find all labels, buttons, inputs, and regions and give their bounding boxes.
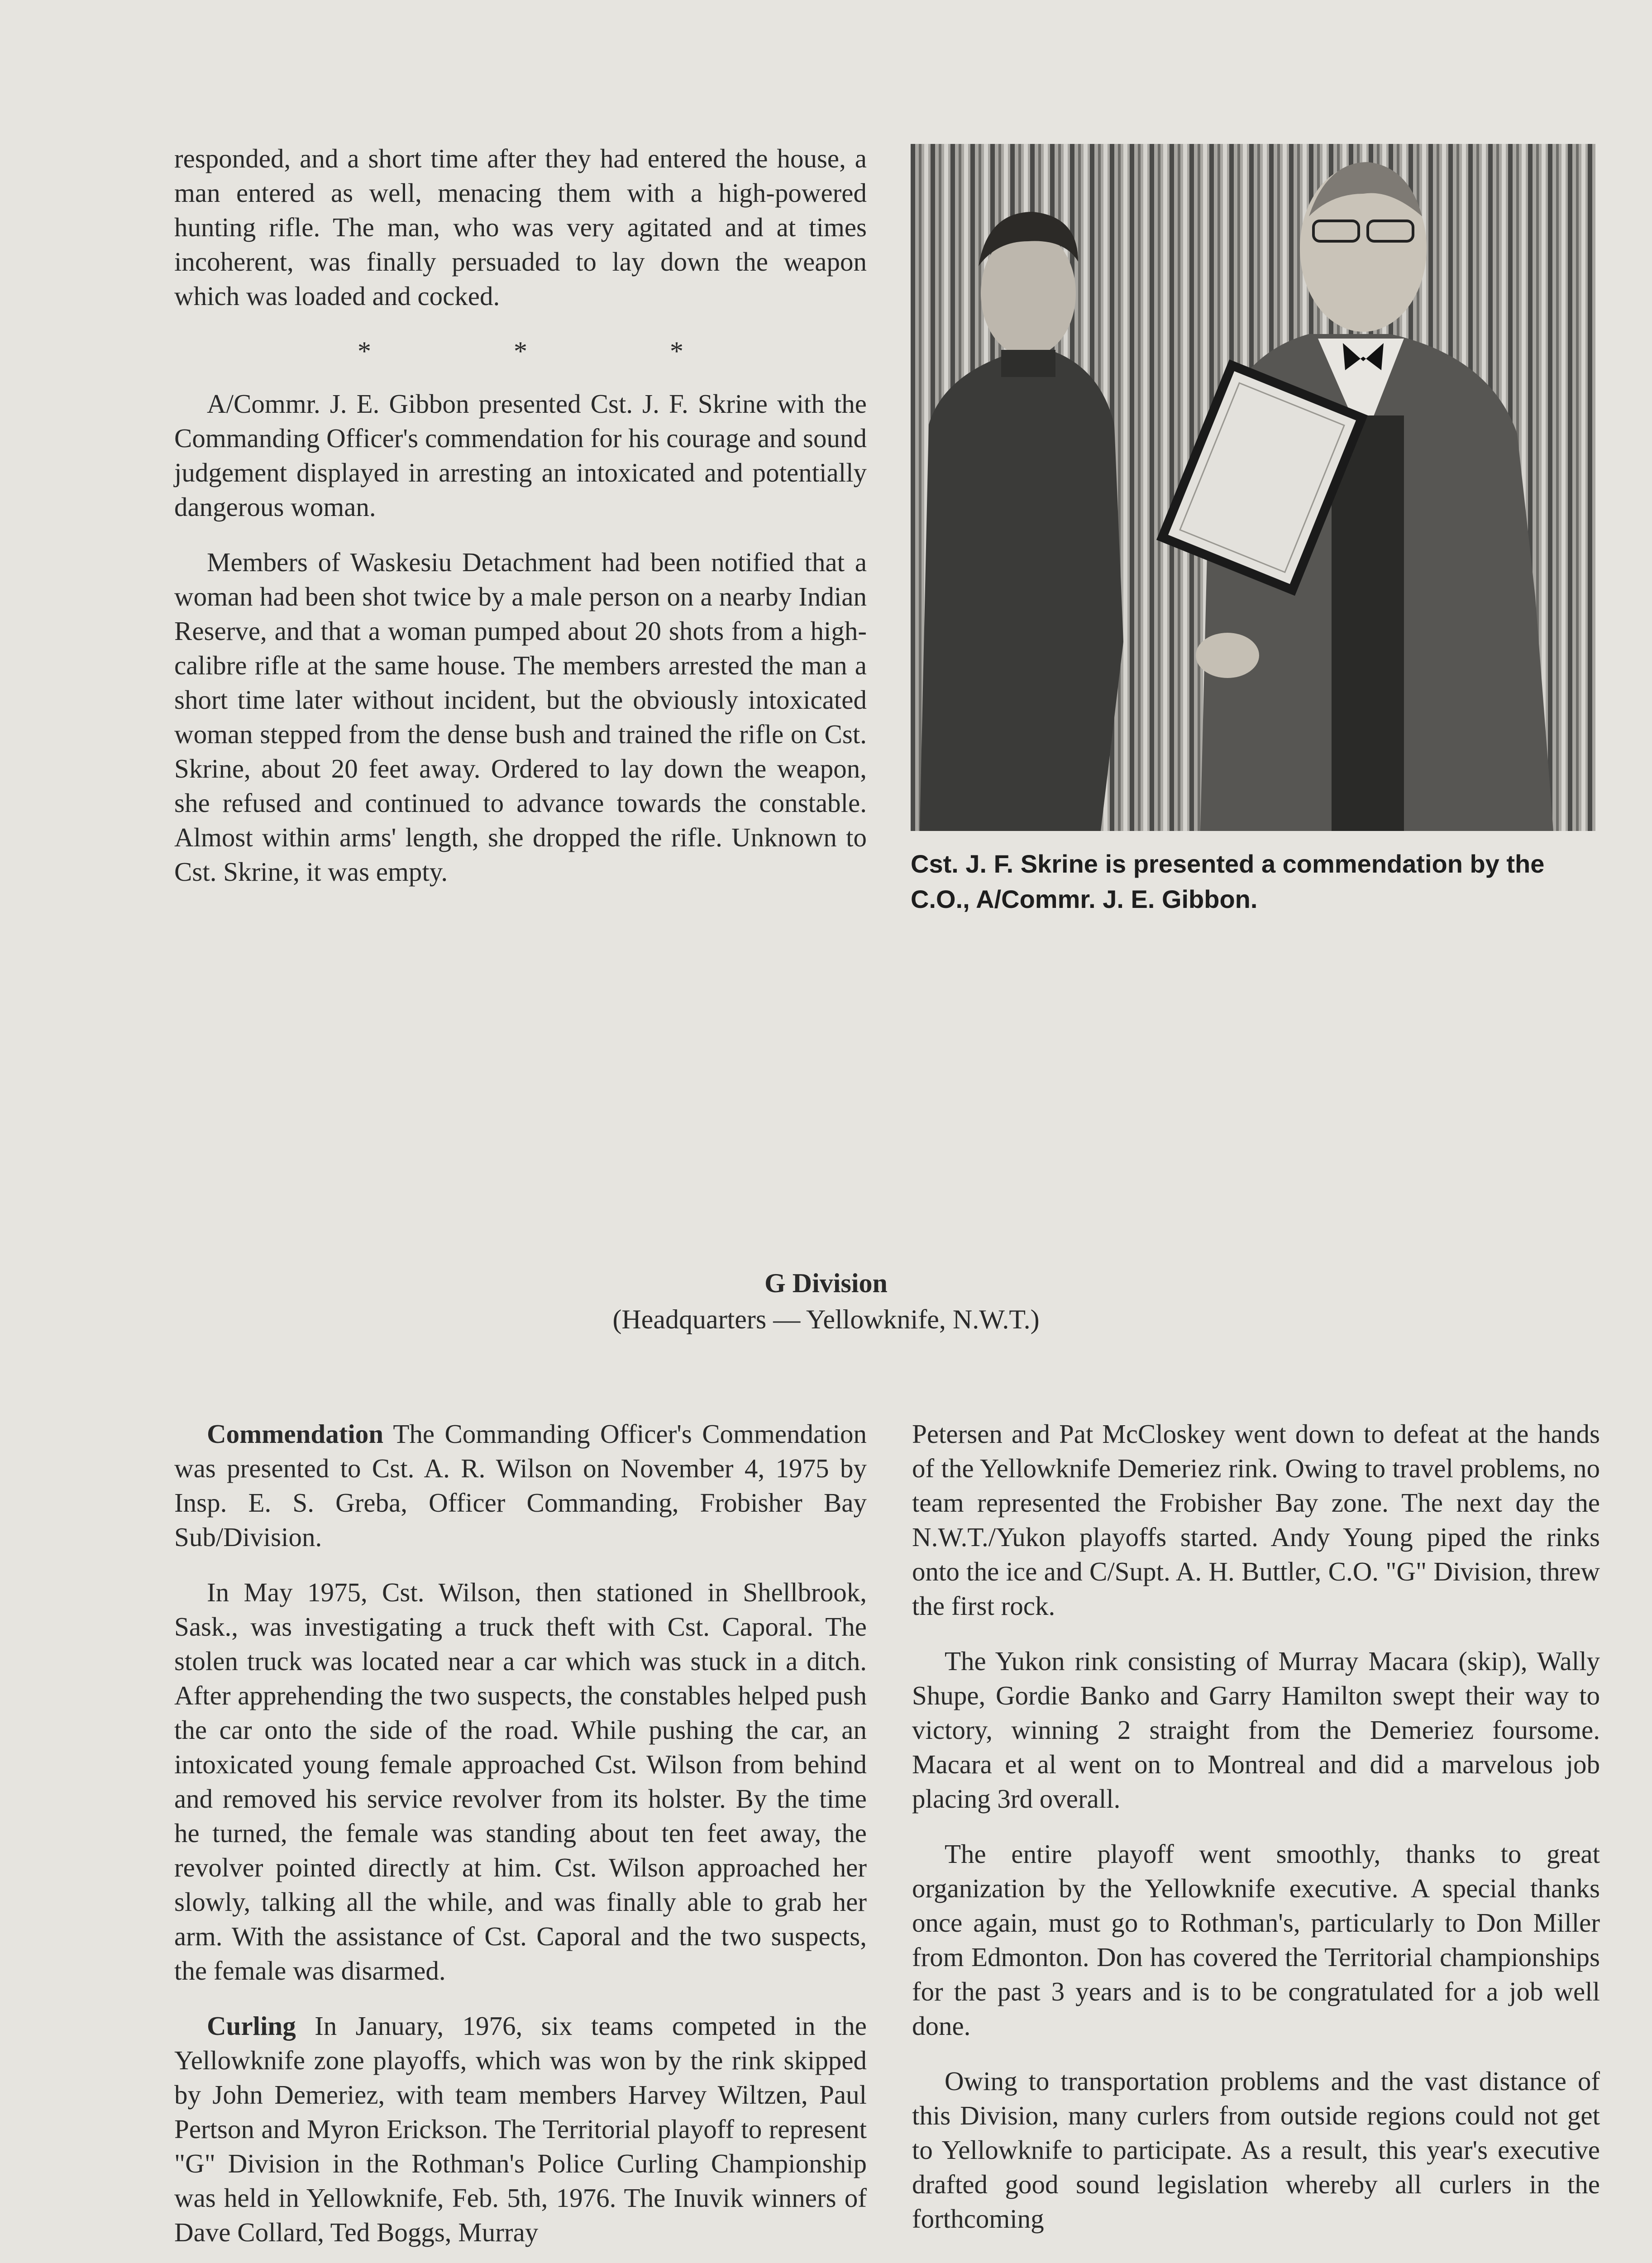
section-separator: * * * bbox=[358, 336, 751, 366]
paragraph bbox=[174, 2009, 867, 2249]
bottom-right-column bbox=[912, 1417, 1600, 2257]
paragraph: Petersen and Pat McCloskey went down to defeat at the hands of the Yellowknife Demeriez rink. Owing to travel problems, no team represented the Frobisher Bay zone. The next day the N.W.T./Yukon playoffs started. Andy Young piped the rinks onto the ice and C/Supt. A. H. Buttler, C.O. "G" Division, threw the first rock. bbox=[912, 1419, 1600, 1621]
section-lead: Commendation bbox=[207, 1419, 384, 1449]
paragraph: The Yukon rink consisting of Murray Macara (skip), Wally Shupe, Gordie Banko and Garry Hamilton swept their way to victory, winning 2 straight from the Demeriez foursome. Macara et al went on to Montreal and did a marvelous job placing 3rd overall. bbox=[912, 1646, 1600, 1814]
top-left-column bbox=[174, 141, 867, 910]
paragraph: The entire playoff went smoothly, thanks to great organization by the Yellowknife executive. A special thanks once again, must go to Rothman's, particularly to Don Miller from Edmonton. Don has covered the Territorial championships for the past 3 years and is to be congratulated for a job well done. bbox=[912, 1839, 1600, 2041]
division-title: G Division bbox=[764, 1268, 888, 1298]
section-lead: Curling bbox=[207, 2011, 296, 2041]
bottom-left-column bbox=[174, 1417, 867, 2263]
division-subtitle: (Headquarters — Yellowknife, N.W.T.) bbox=[612, 1304, 1040, 1334]
commendation-photo bbox=[911, 144, 1595, 831]
paragraph: Owing to transportation problems and the vast distance of this Division, many curlers from outside regions could not get to Yellowknife to participate. As a result, this year's executive drafted good sound legislation whereby all curlers in the forthcoming bbox=[912, 2066, 1600, 2234]
photo-caption: Cst. J. F. Skrine is presented a commendation by the C.O., A/Commr. J. E. Gibbon. bbox=[911, 850, 1545, 913]
paragraph: Members of Waskesiu Detachment had been notified that a woman had been shot twice by a male person on a nearby Indian Reserve, and that a woman pumped about 20 shots from a high-calibre rifle at the same house. The members arrested the man a short time later without incident, but the obviously intoxicated woman stepped from the dense bush and trained the rifle on Cst. Skrine, about 20 feet away. Ordered to lay down the weapon, she refused and continued to advance towards the constable. Almost within arms' length, she dropped the rifle. Unknown to Cst. Skrine, it was empty. bbox=[174, 547, 867, 887]
paragraph: responded, and a short time after they had entered the house, a man entered as well, menacing them with a high-powered hunting rifle. The man, who was very agitated and at times incoherent, was finally persuaded to lay down the weapon which was loaded and cocked. bbox=[174, 143, 867, 311]
division-heading bbox=[0, 1265, 1652, 1337]
paragraph: A/Commr. J. E. Gibbon presented Cst. J. F. Skrine with the Commanding Officer's commendation for his courage and sound judgement displayed in arresting an intoxicated and potentially dangerous woman. bbox=[174, 389, 867, 522]
paragraph bbox=[174, 1417, 867, 1554]
paragraph: In May 1975, Cst. Wilson, then stationed in Shellbrook, Sask., was investigating a truck theft with Cst. Caporal. The stolen truck was located near a car which was stuck in a ditch. After apprehending the two suspects, the constables helped push the car onto the side of the road. While pushing the car, an intoxicated young female approached Cst. Wilson from behind and removed his service revolver from its holster. By the time he turned, the female was standing about ten feet away, the revolver pointed directly at him. Cst. Wilson approached her slowly, talking all the while, and was finally able to grab her arm. With the assistance of Cst. Caporal and the two suspects, the female was disarmed. bbox=[174, 1577, 867, 1986]
paragraph-text: In January, 1976, six teams competed in the Yellowknife zone playoffs, which was won by the rink skipped by John Demeriez, with team members Harvey Wiltzen, Paul Pertson and Myron Erickson. The Territorial playoff to represent "G" Division in the Rothman's Police Curling Championship was held in Yellowknife, Feb. 5th, 1976. The Inuvik winners of Dave Collard, Ted Boggs, Murray bbox=[174, 2011, 867, 2247]
paragraph-text: The Commanding Officer's Commendation was presented to Cst. A. R. Wilson on November 4, 1975 by Insp. E. S. Greba, Officer Commanding, Frobisher Bay Sub/Division. bbox=[174, 1419, 867, 1552]
